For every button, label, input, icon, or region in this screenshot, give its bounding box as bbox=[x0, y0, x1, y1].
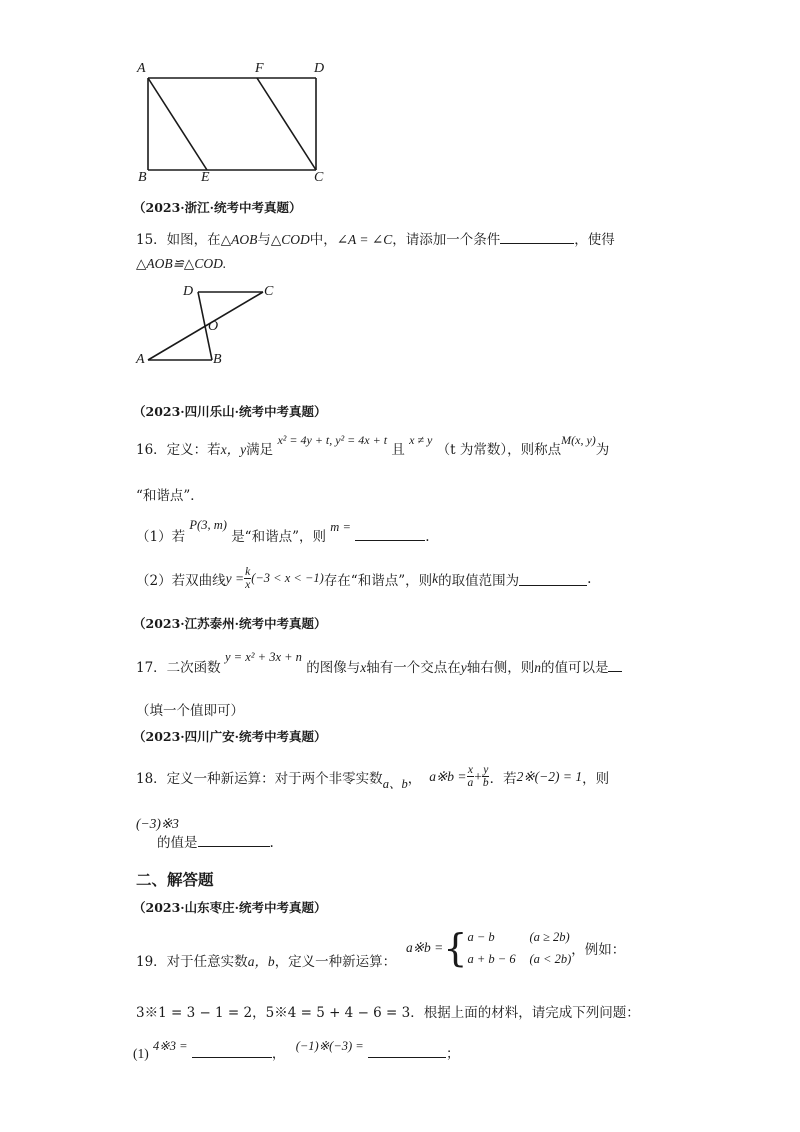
source-zhejiang: （2023·浙江·统考中考真题） bbox=[133, 200, 302, 215]
question-16-line2: “和谐点”． bbox=[136, 488, 204, 504]
question-17-line2: （填一个值即可） bbox=[136, 703, 244, 719]
section-title: 二、解答题 bbox=[136, 870, 214, 889]
label-C: C bbox=[314, 170, 324, 185]
source-taizhou: （2023·江苏泰州·统考中考真题） bbox=[133, 616, 327, 631]
answer-blank-18[interactable] bbox=[198, 832, 270, 847]
answer-blank-16-1[interactable] bbox=[355, 526, 425, 541]
question-18-line2: 的值是 . bbox=[157, 831, 274, 851]
answer-blank-15[interactable] bbox=[500, 229, 574, 244]
rectangle-figure bbox=[130, 58, 340, 190]
question-19: 19．对于任意实数a，b，定义一种新运算： bbox=[136, 954, 397, 970]
answer-blank-16-2[interactable] bbox=[519, 571, 587, 586]
question-16-part1: （1）若 P(3, m) 是“和谐点”，则 m = . bbox=[136, 518, 430, 545]
label-O: O bbox=[208, 319, 219, 334]
question-15-line2: △AOB≌△COD. bbox=[136, 256, 227, 271]
question-18: 18．定义一种新运算：对于两个非零实数 a、b ， a※b = $\frac{x}{a}$ + $\frac{y}{b}$ ．若 2※(−2) = 1 ，则 bbox=[136, 764, 610, 791]
question-17: 17．二次函数 y = x² + 3x + n 的图像与x轴有一个交点在y轴右侧，则n的值可以是 bbox=[136, 656, 622, 676]
label-A: A bbox=[137, 61, 146, 76]
source-leshan: （2023·四川乐山·统考中考真题） bbox=[133, 404, 327, 419]
label-C2: C bbox=[264, 284, 274, 299]
label-D2: D bbox=[183, 284, 194, 299]
question-15: 15．如图，在△AOB与△COD中，∠A = ∠C，请添加一个条件 ，使得 bbox=[136, 228, 615, 248]
question-16-part2: （2）若双曲线 y = $\frac{k}{x}$ (−3 < x < −1) 存在“和谐点”，则 k 的取值范围为 . bbox=[136, 566, 592, 591]
answer-blank-19-2[interactable] bbox=[368, 1043, 446, 1058]
answer-blank-17[interactable] bbox=[608, 657, 622, 672]
source-zaozhuang: （2023·山东枣庄·统考中考真题） bbox=[133, 900, 327, 915]
question-18-expr: (−3)※3 bbox=[136, 816, 179, 831]
label-D: D bbox=[314, 61, 325, 76]
question-19-example: 3※1 = 3 − 1 = 2，5※4 = 5 + 4 − 6 = 3．根据上面的材料，请完成下列问题： bbox=[136, 1005, 640, 1021]
label-A2: A bbox=[136, 352, 145, 367]
label-E: E bbox=[201, 170, 210, 185]
piecewise-definition: a※b = { a − b (a ≥ 2b) a + b − 6 (a < 2b) ，例如： bbox=[406, 926, 626, 970]
label-F: F bbox=[255, 61, 264, 76]
question-19-part1: (1) 4※3 = ， (−1)※(−3) = ； bbox=[133, 1039, 460, 1062]
answer-blank-19-1[interactable] bbox=[192, 1043, 272, 1058]
source-guangan: （2023·四川广安·统考中考真题） bbox=[133, 729, 327, 744]
label-B2: B bbox=[213, 352, 222, 367]
label-B: B bbox=[138, 170, 147, 185]
question-16: 16．定义：若x，y满足 x² = 4y + t, y² = 4x + t 且 x ≠ y （t 为常数），则称点M(x, y)为 bbox=[136, 433, 610, 458]
